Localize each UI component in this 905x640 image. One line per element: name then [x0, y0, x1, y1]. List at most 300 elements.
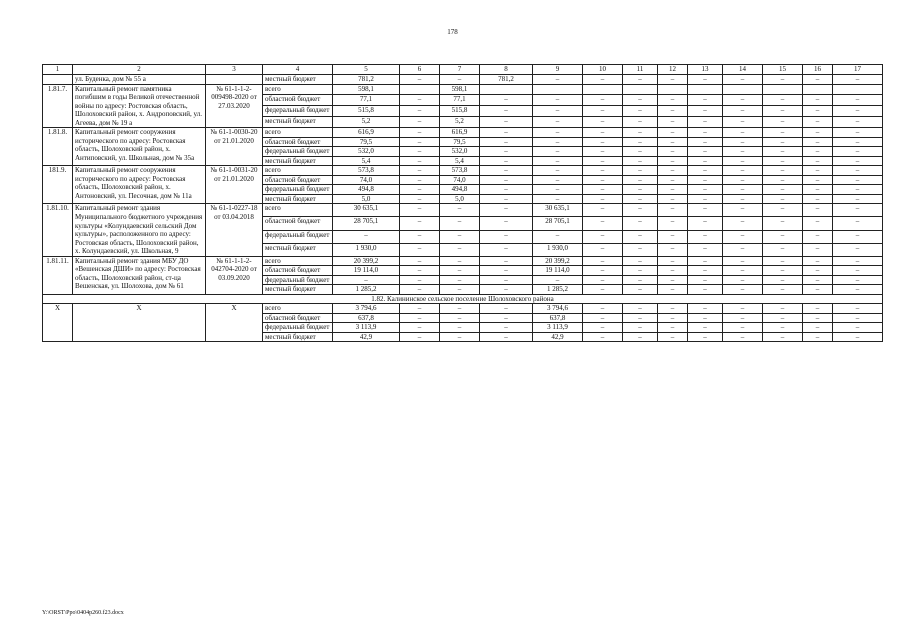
funding-source-cell: местный бюджет	[263, 243, 333, 256]
amount-cell: –	[400, 332, 440, 342]
amount-cell: –	[400, 304, 440, 314]
amount-cell: –	[763, 75, 803, 85]
amount-cell: 28 705,1	[533, 217, 583, 230]
document-reference-cell: № 61-1-0031-20 от 21.01.2020	[206, 166, 263, 204]
amount-cell: –	[480, 156, 533, 166]
object-description-cell: Капитальный ремонт сооружения исторического по адресу: Ростовская область, Шолоховский район, х. Антиповский, ул. Школьная, дом № 35а	[73, 128, 206, 166]
funding-source-cell: федеральный бюджет	[263, 106, 333, 117]
amount-cell: –	[833, 332, 883, 342]
amount-cell: 5,0	[440, 194, 480, 204]
amount-cell: –	[623, 137, 658, 147]
amount-cell: –	[583, 106, 623, 117]
amount-cell: –	[400, 217, 440, 230]
amount-cell: –	[688, 323, 723, 333]
amount-cell: –	[723, 75, 763, 85]
amount-cell: –	[688, 137, 723, 147]
amount-cell: –	[583, 156, 623, 166]
amount-cell: –	[480, 175, 533, 185]
amount-cell: –	[623, 304, 658, 314]
amount-cell: –	[723, 332, 763, 342]
amount-cell: –	[723, 204, 763, 217]
amount-cell: –	[480, 117, 533, 128]
amount-cell: 74,0	[440, 175, 480, 185]
funding-source-cell: областной бюджет	[263, 266, 333, 276]
column-number-cell: 6	[400, 65, 440, 75]
document-reference-cell: X	[206, 304, 263, 342]
amount-cell: –	[723, 156, 763, 166]
amount-cell: –	[723, 106, 763, 117]
amount-cell: –	[400, 313, 440, 323]
amount-cell: –	[688, 106, 723, 117]
amount-cell: –	[533, 185, 583, 195]
table-row	[43, 304, 883, 314]
amount-cell: –	[658, 166, 688, 176]
amount-cell: 781,2	[333, 75, 400, 85]
amount-cell: 637,8	[533, 313, 583, 323]
amount-cell: –	[833, 156, 883, 166]
amount-cell: –	[623, 166, 658, 176]
funding-source-cell: всего	[263, 84, 333, 95]
amount-cell: –	[583, 275, 623, 285]
amount-cell: 1 930,0	[333, 243, 400, 256]
amount-cell: –	[623, 156, 658, 166]
budget-table	[42, 64, 883, 342]
amount-cell: –	[400, 256, 440, 266]
column-number-cell: 7	[440, 65, 480, 75]
amount-cell: –	[658, 175, 688, 185]
amount-cell: –	[688, 175, 723, 185]
amount-cell: –	[440, 266, 480, 276]
amount-cell: 3 113,9	[333, 323, 400, 333]
amount-cell: –	[658, 275, 688, 285]
funding-source-cell: областной бюджет	[263, 175, 333, 185]
item-number-cell: 1.81.7.	[43, 84, 73, 128]
amount-cell	[688, 84, 723, 95]
amount-cell: –	[583, 256, 623, 266]
amount-cell: –	[583, 75, 623, 85]
amount-cell: –	[480, 256, 533, 266]
amount-cell: 5,2	[440, 117, 480, 128]
amount-cell: –	[833, 230, 883, 243]
amount-cell: 5,0	[333, 194, 400, 204]
funding-source-cell: местный бюджет	[263, 75, 333, 85]
amount-cell: –	[623, 323, 658, 333]
amount-cell: 30 635,1	[533, 204, 583, 217]
column-number-cell: 2	[73, 65, 206, 75]
amount-cell	[623, 84, 658, 95]
amount-cell: 20 399,2	[533, 256, 583, 266]
amount-cell: –	[440, 285, 480, 295]
amount-cell: –	[583, 166, 623, 176]
amount-cell: –	[763, 323, 803, 333]
funding-source-cell: федеральный бюджет	[263, 147, 333, 157]
amount-cell: 1 930,0	[533, 243, 583, 256]
amount-cell: –	[833, 217, 883, 230]
amount-cell: –	[803, 75, 833, 85]
table-row	[43, 166, 883, 176]
amount-cell: –	[623, 313, 658, 323]
amount-cell: 532,0	[440, 147, 480, 157]
amount-cell: –	[480, 275, 533, 285]
amount-cell: –	[723, 275, 763, 285]
amount-cell: –	[533, 175, 583, 185]
amount-cell: –	[803, 185, 833, 195]
amount-cell: –	[658, 117, 688, 128]
amount-cell: –	[533, 75, 583, 85]
column-number-cell: 15	[763, 65, 803, 75]
amount-cell: 515,8	[440, 106, 480, 117]
amount-cell: –	[480, 217, 533, 230]
amount-cell: 637,8	[333, 313, 400, 323]
amount-cell: –	[583, 147, 623, 157]
amount-cell: –	[533, 106, 583, 117]
amount-cell: –	[658, 304, 688, 314]
amount-cell: –	[583, 95, 623, 106]
amount-cell: –	[803, 166, 833, 176]
amount-cell: –	[400, 117, 440, 128]
amount-cell: –	[763, 313, 803, 323]
amount-cell: –	[763, 128, 803, 138]
amount-cell: –	[803, 175, 833, 185]
column-number-cell: 4	[263, 65, 333, 75]
funding-source-cell: местный бюджет	[263, 332, 333, 342]
amount-cell: –	[583, 243, 623, 256]
table-row	[43, 75, 883, 85]
amount-cell: –	[763, 166, 803, 176]
item-number-cell: X	[43, 304, 73, 342]
amount-cell: –	[658, 95, 688, 106]
amount-cell: –	[623, 175, 658, 185]
amount-cell: –	[723, 166, 763, 176]
amount-cell: –	[833, 313, 883, 323]
amount-cell: –	[723, 256, 763, 266]
amount-cell: –	[833, 106, 883, 117]
amount-cell: –	[833, 147, 883, 157]
amount-cell: –	[763, 230, 803, 243]
amount-cell: –	[400, 230, 440, 243]
amount-cell: –	[480, 285, 533, 295]
amount-cell: –	[400, 175, 440, 185]
amount-cell: –	[763, 243, 803, 256]
amount-cell: –	[833, 275, 883, 285]
amount-cell	[533, 84, 583, 95]
amount-cell: 781,2	[480, 75, 533, 85]
amount-cell: –	[533, 156, 583, 166]
funding-source-cell: областной бюджет	[263, 137, 333, 147]
amount-cell: 3 794,6	[533, 304, 583, 314]
amount-cell: –	[440, 243, 480, 256]
amount-cell: –	[833, 128, 883, 138]
document-reference-cell: № 61-1-0227-18 от 03.04.2018	[206, 204, 263, 256]
funding-source-cell: федеральный бюджет	[263, 275, 333, 285]
amount-cell: 74,0	[333, 175, 400, 185]
column-number-cell: 5	[333, 65, 400, 75]
amount-cell: –	[688, 147, 723, 157]
amount-cell: –	[533, 230, 583, 243]
document-reference-cell	[206, 75, 263, 85]
column-number-cell: 17	[833, 65, 883, 75]
amount-cell: –	[480, 137, 533, 147]
amount-cell: –	[763, 95, 803, 106]
amount-cell: 532,0	[333, 147, 400, 157]
amount-cell: –	[803, 156, 833, 166]
amount-cell: –	[533, 194, 583, 204]
amount-cell: –	[583, 285, 623, 295]
amount-cell: –	[763, 156, 803, 166]
amount-cell: –	[833, 204, 883, 217]
amount-cell: –	[688, 185, 723, 195]
amount-cell: –	[763, 304, 803, 314]
amount-cell: –	[623, 230, 658, 243]
table-row	[43, 256, 883, 266]
amount-cell: –	[440, 230, 480, 243]
funding-source-cell: всего	[263, 304, 333, 314]
amount-cell: –	[803, 304, 833, 314]
amount-cell: –	[658, 323, 688, 333]
amount-cell: –	[833, 285, 883, 295]
amount-cell	[400, 84, 440, 95]
amount-cell: –	[688, 194, 723, 204]
amount-cell: –	[803, 128, 833, 138]
table-body	[43, 65, 883, 342]
amount-cell: –	[803, 332, 833, 342]
amount-cell: –	[833, 137, 883, 147]
amount-cell: –	[763, 147, 803, 157]
amount-cell: –	[440, 304, 480, 314]
amount-cell: –	[658, 285, 688, 295]
amount-cell: –	[658, 313, 688, 323]
amount-cell: –	[480, 304, 533, 314]
column-number-cell: 13	[688, 65, 723, 75]
amount-cell: –	[723, 266, 763, 276]
object-description-cell: Капитальный ремонт здания Муниципального бюджетного учреждения культуры «Колундаевский сельский Дом культуры», расположенного по адресу: Ростовская область, Шолоховский район, х. Колундаевский, ул. Школьная, 9	[73, 204, 206, 256]
amount-cell: –	[833, 185, 883, 195]
amount-cell: –	[803, 275, 833, 285]
amount-cell: –	[440, 275, 480, 285]
amount-cell: –	[763, 106, 803, 117]
amount-cell: –	[533, 166, 583, 176]
amount-cell: –	[688, 166, 723, 176]
amount-cell: –	[623, 117, 658, 128]
amount-cell: 19 114,0	[333, 266, 400, 276]
funding-source-cell: областной бюджет	[263, 313, 333, 323]
object-description-cell: Капитальный ремонт сооружения исторического по адресу: Ростовская область, Шолоховский район, х. Антоновский, ул. Песочная, дом № 11а	[73, 166, 206, 204]
amount-cell: –	[833, 256, 883, 266]
column-number-cell: 3	[206, 65, 263, 75]
amount-cell: 28 705,1	[333, 217, 400, 230]
amount-cell: –	[658, 128, 688, 138]
funding-source-cell: федеральный бюджет	[263, 185, 333, 195]
amount-cell: –	[658, 230, 688, 243]
amount-cell: 79,5	[333, 137, 400, 147]
amount-cell: –	[688, 230, 723, 243]
amount-cell: –	[803, 285, 833, 295]
amount-cell: –	[723, 137, 763, 147]
amount-cell: 42,9	[333, 332, 400, 342]
amount-cell	[723, 84, 763, 95]
amount-cell: –	[480, 313, 533, 323]
amount-cell: –	[803, 106, 833, 117]
footer-file-path: Y:\ORST\Ppo\0404p260.f23.docx	[42, 610, 124, 616]
amount-cell: –	[833, 175, 883, 185]
amount-cell: –	[688, 75, 723, 85]
amount-cell: –	[688, 275, 723, 285]
amount-cell: –	[833, 266, 883, 276]
amount-cell: –	[623, 204, 658, 217]
amount-cell: –	[400, 194, 440, 204]
amount-cell: –	[658, 185, 688, 195]
amount-cell: –	[480, 147, 533, 157]
amount-cell: –	[803, 266, 833, 276]
amount-cell: 598,1	[333, 84, 400, 95]
funding-source-cell: областной бюджет	[263, 95, 333, 106]
amount-cell: –	[763, 275, 803, 285]
amount-cell: –	[583, 137, 623, 147]
item-number-cell: 181.9.	[43, 166, 73, 204]
amount-cell: –	[723, 304, 763, 314]
amount-cell: –	[688, 285, 723, 295]
amount-cell: –	[440, 204, 480, 217]
amount-cell: –	[688, 313, 723, 323]
amount-cell: –	[688, 117, 723, 128]
amount-cell: –	[400, 243, 440, 256]
amount-cell: –	[658, 194, 688, 204]
amount-cell: –	[583, 117, 623, 128]
amount-cell: –	[723, 313, 763, 323]
column-number-cell: 14	[723, 65, 763, 75]
amount-cell: –	[723, 185, 763, 195]
column-number-cell: 9	[533, 65, 583, 75]
amount-cell: 573,8	[440, 166, 480, 176]
amount-cell: 573,8	[333, 166, 400, 176]
funding-source-cell: федеральный бюджет	[263, 323, 333, 333]
amount-cell: –	[440, 217, 480, 230]
amount-cell: –	[833, 323, 883, 333]
amount-cell: –	[400, 166, 440, 176]
amount-cell: –	[723, 285, 763, 295]
amount-cell: –	[658, 75, 688, 85]
amount-cell	[833, 84, 883, 95]
column-number-cell: 1	[43, 65, 73, 75]
amount-cell: –	[723, 117, 763, 128]
amount-cell: –	[400, 156, 440, 166]
funding-source-cell: всего	[263, 166, 333, 176]
table-row	[43, 204, 883, 217]
amount-cell: –	[480, 332, 533, 342]
object-description-cell: ул. Буденка, дом № 55 а	[73, 75, 206, 85]
amount-cell: –	[688, 156, 723, 166]
amount-cell: –	[480, 204, 533, 217]
column-number-cell: 12	[658, 65, 688, 75]
amount-cell: –	[833, 194, 883, 204]
amount-cell: –	[623, 275, 658, 285]
amount-cell: –	[688, 204, 723, 217]
amount-cell: –	[803, 243, 833, 256]
amount-cell: –	[723, 243, 763, 256]
amount-cell: –	[803, 323, 833, 333]
column-number-cell: 11	[623, 65, 658, 75]
funding-source-cell: местный бюджет	[263, 285, 333, 295]
amount-cell: –	[763, 117, 803, 128]
amount-cell: –	[583, 332, 623, 342]
amount-cell: 598,1	[440, 84, 480, 95]
amount-cell: –	[623, 147, 658, 157]
amount-cell: –	[803, 117, 833, 128]
amount-cell: –	[480, 243, 533, 256]
amount-cell: –	[833, 75, 883, 85]
amount-cell: 77,1	[333, 95, 400, 106]
amount-cell: –	[803, 204, 833, 217]
amount-cell: –	[440, 75, 480, 85]
amount-cell: –	[480, 185, 533, 195]
amount-cell: –	[658, 243, 688, 256]
amount-cell: –	[623, 285, 658, 295]
amount-cell: 1 285,2	[333, 285, 400, 295]
amount-cell: –	[803, 147, 833, 157]
document-reference-cell: № 61-1-0030-20 от 21.01.2020	[206, 128, 263, 166]
amount-cell: –	[623, 266, 658, 276]
amount-cell: –	[333, 230, 400, 243]
amount-cell: –	[480, 194, 533, 204]
amount-cell: –	[688, 256, 723, 266]
funding-source-cell: местный бюджет	[263, 194, 333, 204]
amount-cell: –	[623, 217, 658, 230]
amount-cell: –	[623, 194, 658, 204]
amount-cell: –	[480, 166, 533, 176]
document-reference-cell: № 61-1-1-2-009498-2020 от 27.03.2020	[206, 84, 263, 128]
amount-cell: –	[803, 217, 833, 230]
amount-cell: –	[583, 217, 623, 230]
amount-cell	[803, 84, 833, 95]
amount-cell: –	[658, 332, 688, 342]
amount-cell: –	[480, 128, 533, 138]
amount-cell: –	[688, 332, 723, 342]
amount-cell: –	[623, 128, 658, 138]
amount-cell: –	[623, 243, 658, 256]
amount-cell: 3 794,6	[333, 304, 400, 314]
column-number-row	[43, 65, 883, 75]
amount-cell: –	[723, 230, 763, 243]
amount-cell: 494,8	[333, 185, 400, 195]
amount-cell: –	[763, 332, 803, 342]
amount-cell: –	[400, 266, 440, 276]
amount-cell: –	[583, 230, 623, 243]
amount-cell: –	[688, 304, 723, 314]
amount-cell: –	[688, 266, 723, 276]
amount-cell: –	[623, 332, 658, 342]
amount-cell: –	[583, 185, 623, 195]
document-reference-cell: № 61-1-1-2-042704-2020 от 03.09.2020	[206, 256, 263, 294]
amount-cell: –	[723, 175, 763, 185]
amount-cell: –	[440, 332, 480, 342]
amount-cell: –	[763, 204, 803, 217]
amount-cell: –	[763, 194, 803, 204]
amount-cell: 20 399,2	[333, 256, 400, 266]
amount-cell: –	[658, 106, 688, 117]
amount-cell: 5,4	[440, 156, 480, 166]
amount-cell: 515,8	[333, 106, 400, 117]
amount-cell: –	[533, 137, 583, 147]
table-row	[43, 84, 883, 95]
funding-source-cell: местный бюджет	[263, 156, 333, 166]
amount-cell: 3 113,9	[533, 323, 583, 333]
amount-cell: –	[583, 304, 623, 314]
amount-cell	[583, 84, 623, 95]
amount-cell: –	[763, 217, 803, 230]
amount-cell: –	[763, 185, 803, 195]
amount-cell: –	[623, 106, 658, 117]
amount-cell: 5,4	[333, 156, 400, 166]
